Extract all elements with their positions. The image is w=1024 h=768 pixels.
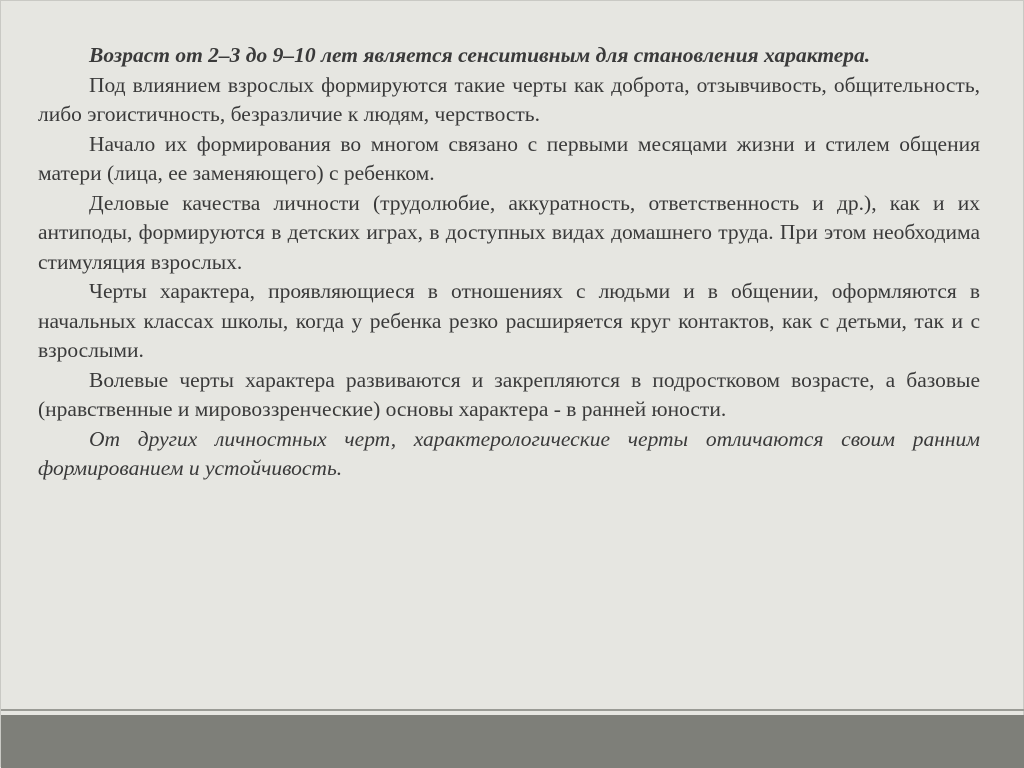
footer-bar [1, 715, 1024, 768]
paragraph: Деловые качества личности (трудолюбие, аккуратность, ответственность и др.), как и их антиподы, формируются в детских играх, в доступных видах домашнего труда. При этом необходима стимуляция взрослых. [38, 190, 980, 274]
paragraph-conclusion: От других личностных черт, характерологические черты отличаются своим ранним формированием и устойчивость. [38, 426, 980, 480]
paragraph: Начало их формирования во многом связано с первыми месяцами жизни и стилем общения матери (лица, ее заменяющего) с ребенком. [38, 131, 980, 185]
paragraph-lead: Возраст от 2–3 до 9–10 лет является сенситивным для становления характера. [89, 43, 871, 67]
footer-divider [1, 709, 1024, 711]
paragraph: Волевые черты характера развиваются и закрепляются в подростковом возрасте, а базовые (нравственные и мировоззренческие) основы характера - в ранней юности. [38, 367, 980, 421]
slide-body [38, 41, 980, 484]
paragraph: Под влиянием взрослых формируются такие черты как доброта, отзывчивость, общительность, либо эгоистичность, безразличие к людям, черствость. [38, 72, 980, 126]
paragraph: Черты характера, проявляющиеся в отношениях с людьми и в общении, оформляются в начальных классах школы, когда у ребенка резко расширяется круг контактов, как с детьми, так и с взрослыми. [38, 279, 980, 362]
